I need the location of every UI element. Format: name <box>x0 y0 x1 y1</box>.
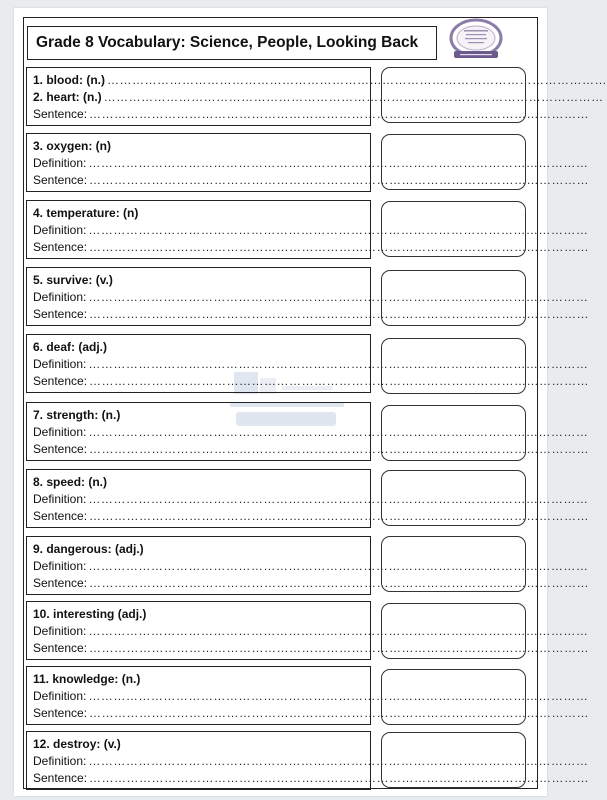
vocab-word: 3. oxygen: (n) <box>33 139 112 153</box>
vocab-word: 7. strength: (n.) <box>33 408 121 422</box>
definition-label: Definition: <box>33 689 87 703</box>
answer-box-11[interactable] <box>381 732 526 788</box>
dotted-blank[interactable]: ………………………………………………………………………………………………………… <box>89 576 590 590</box>
sentence-label: Sentence: <box>33 442 88 456</box>
definition-label: Definition: <box>33 156 87 170</box>
answer-box-6[interactable] <box>381 405 526 461</box>
vocab-word-line <box>33 541 370 558</box>
answer-box-2[interactable] <box>381 134 526 190</box>
dotted-blank[interactable]: ………………………………………………………………………………………………………… <box>89 706 590 720</box>
definition-line <box>33 289 589 306</box>
vocab-entry-11 <box>26 666 590 725</box>
sentence-label: Sentence: <box>33 107 88 121</box>
definition-line <box>33 222 589 239</box>
sentence-label: Sentence: <box>33 240 88 254</box>
sentence-label: Sentence: <box>33 706 88 720</box>
vocab-entry-12 <box>26 731 590 790</box>
definition-line <box>33 623 589 640</box>
vocab-word: 9. dangerous: (adj.) <box>33 542 144 556</box>
vocab-word-line <box>33 606 370 623</box>
vocab-word: 4. temperature: (n) <box>33 206 139 220</box>
definition-label: Definition: <box>33 559 87 573</box>
sentence-line <box>33 640 590 657</box>
dotted-blank[interactable]: ………………………………………………………………………………………………………… <box>89 307 590 321</box>
dotted-blank[interactable]: ………………………………………………………………………………………………………… <box>88 492 589 506</box>
dotted-blank[interactable]: ………………………………………………………………………………………………………… <box>88 357 589 371</box>
definition-line <box>33 753 589 770</box>
sentence-line <box>33 106 590 123</box>
answer-box-10[interactable] <box>381 669 526 725</box>
vocab-word-line <box>33 474 370 491</box>
definition-label: Definition: <box>33 492 87 506</box>
definition-line <box>33 155 589 172</box>
answer-box-4[interactable] <box>381 270 526 326</box>
sentence-label: Sentence: <box>33 307 88 321</box>
answer-box-8[interactable] <box>381 536 526 592</box>
answer-box-3[interactable] <box>381 201 526 257</box>
dotted-blank[interactable]: ………………………………………………………………………………………………………… <box>89 173 590 187</box>
sentence-line <box>33 770 590 787</box>
vocab-entry-5 <box>26 267 590 326</box>
dotted-blank[interactable]: ………………………………………………………………………………………………………… <box>89 771 590 785</box>
dotted-blank[interactable]: ………………………………………………………………………………………………………… <box>88 425 589 439</box>
page-title <box>27 26 437 60</box>
vocab-word: 11. knowledge: (n.) <box>33 672 141 686</box>
vocab-word-line <box>33 72 607 89</box>
definition-line <box>33 558 589 575</box>
sentence-line <box>33 508 590 525</box>
dotted-blank[interactable]: ………………………………………………………………………………………………………… <box>106 73 607 87</box>
dotted-blank[interactable]: ………………………………………………………………………………………………………… <box>89 240 590 254</box>
sentence-label: Sentence: <box>33 576 88 590</box>
sentence-line <box>33 441 590 458</box>
vocab-entry-9 <box>26 536 590 595</box>
vocab-word-line <box>33 272 370 289</box>
dotted-blank[interactable]: ………………………………………………………………………………………………………… <box>88 156 589 170</box>
dotted-blank[interactable]: ………………………………………………………………………………………………………… <box>88 290 589 304</box>
vocab-word-line <box>33 339 370 356</box>
definition-line <box>33 356 589 373</box>
vocab-word: 1. blood: (n.) <box>33 73 105 87</box>
sentence-line <box>33 239 590 256</box>
definition-label: Definition: <box>33 425 87 439</box>
vocab-word-line <box>33 138 370 155</box>
sentence-line <box>33 705 590 722</box>
dotted-blank[interactable]: ………………………………………………………………………………………………………… <box>89 374 590 388</box>
vocab-entry-4 <box>26 200 590 259</box>
sentence-line <box>33 373 590 390</box>
vocab-word-line <box>33 736 370 753</box>
vocab-word-line <box>33 671 370 688</box>
dotted-blank[interactable]: ………………………………………………………………………………………………………… <box>89 107 590 121</box>
definition-line <box>33 491 589 508</box>
dotted-blank[interactable]: ………………………………………………………………………………………………………… <box>88 689 589 703</box>
answer-box-7[interactable] <box>381 470 526 526</box>
vocab-word: 2. heart: (n.) <box>33 90 102 104</box>
definition-line <box>33 424 589 441</box>
dotted-blank[interactable]: ………………………………………………………………………………………………………… <box>89 442 590 456</box>
vocab-word: 5. survive: (v.) <box>33 273 113 287</box>
definition-label: Definition: <box>33 223 87 237</box>
vocab-word-line <box>33 205 370 222</box>
sentence-label: Sentence: <box>33 641 88 655</box>
vocab-entry-8 <box>26 469 590 528</box>
dotted-blank[interactable]: ………………………………………………………………………………………………………… <box>88 754 589 768</box>
sentence-label: Sentence: <box>33 173 88 187</box>
vocab-entry-6 <box>26 334 590 393</box>
vocab-entry-1-2 <box>26 67 607 126</box>
sentence-line <box>33 306 590 323</box>
sentence-label: Sentence: <box>33 509 88 523</box>
definition-line <box>33 688 589 705</box>
answer-box-5[interactable] <box>381 338 526 394</box>
vocab-word: 6. deaf: (adj.) <box>33 340 108 354</box>
sentence-line <box>33 172 590 189</box>
vocab-entry-7 <box>26 402 590 461</box>
dotted-blank[interactable]: ………………………………………………………………………………………………………… <box>88 223 589 237</box>
definition-label: Definition: <box>33 357 87 371</box>
vocab-word: 12. destroy: (v.) <box>33 737 121 751</box>
answer-box-9[interactable] <box>381 603 526 659</box>
definition-label: Definition: <box>33 290 87 304</box>
dotted-blank[interactable]: ………………………………………………………………………………………………………… <box>103 90 604 104</box>
vocab-entry-10 <box>26 601 590 660</box>
answer-box-1[interactable] <box>381 67 526 123</box>
vocab-word: 10. interesting (adj.) <box>33 607 147 621</box>
school-seal-logo <box>448 18 504 60</box>
page-title-text: Grade 8 Vocabulary: Science, People, Looking Back <box>36 34 419 51</box>
definition-label: Definition: <box>33 754 87 768</box>
vocab-entry-3 <box>26 133 590 192</box>
dotted-blank[interactable]: ………………………………………………………………………………………………………… <box>88 559 589 573</box>
vocab-word-line <box>33 89 604 106</box>
dotted-blank[interactable]: ………………………………………………………………………………………………………… <box>88 624 589 638</box>
dotted-blank[interactable]: ………………………………………………………………………………………………………… <box>89 509 590 523</box>
sentence-line <box>33 575 590 592</box>
vocab-word: 8. speed: (n.) <box>33 475 108 489</box>
sentence-label: Sentence: <box>33 374 88 388</box>
definition-label: Definition: <box>33 624 87 638</box>
dotted-blank[interactable]: ………………………………………………………………………………………………………… <box>89 641 590 655</box>
vocab-word-line <box>33 407 370 424</box>
sentence-label: Sentence: <box>33 771 88 785</box>
